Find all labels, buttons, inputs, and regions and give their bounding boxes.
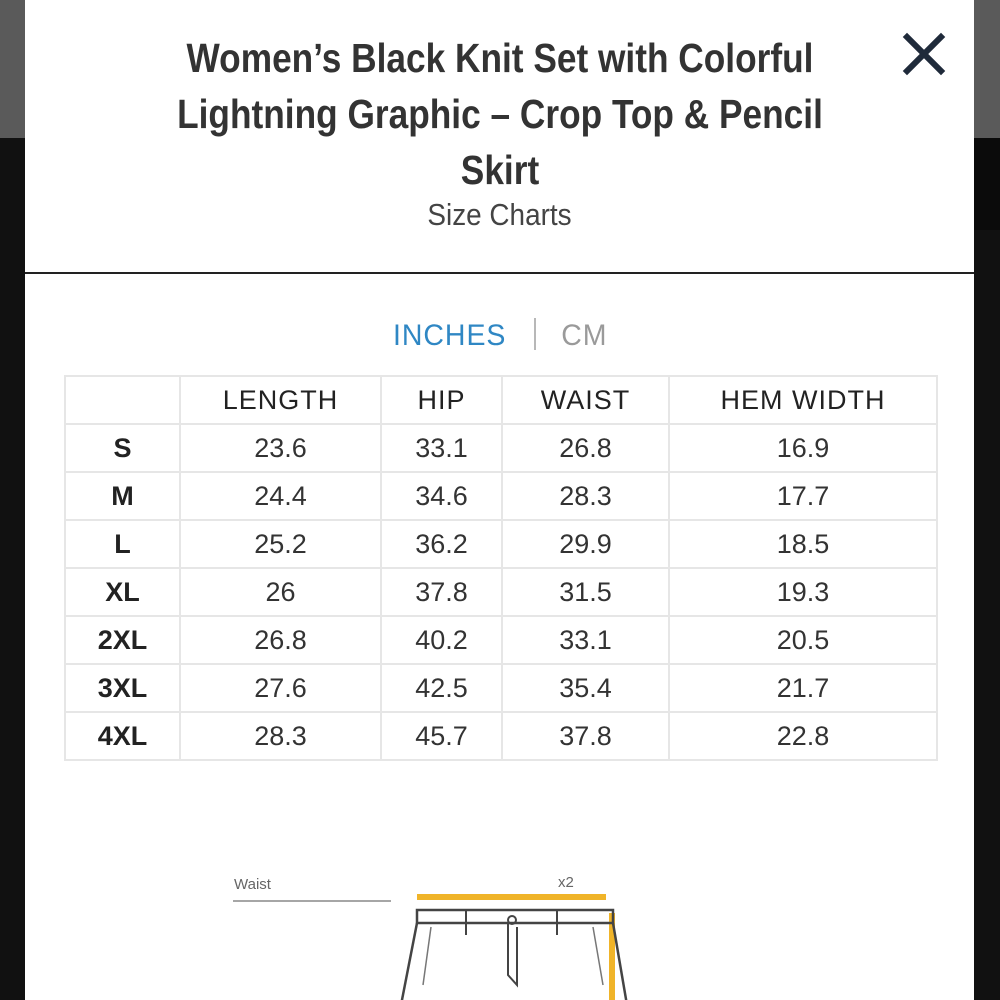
- size-label: S: [65, 424, 180, 472]
- length-value: 24.4: [180, 472, 381, 520]
- skirt-diagram-icon: [225, 865, 645, 1000]
- size-label: M: [65, 472, 180, 520]
- waist-value: 35.4: [502, 664, 669, 712]
- hem-width-value: 20.5: [669, 616, 937, 664]
- length-value: 23.6: [180, 424, 381, 472]
- size-label: XL: [65, 568, 180, 616]
- hip-value: 42.5: [381, 664, 502, 712]
- close-button[interactable]: [898, 28, 950, 80]
- hip-value: 45.7: [381, 712, 502, 760]
- hem-width-value: 18.5: [669, 520, 937, 568]
- modal-subtitle: Size Charts: [427, 197, 572, 232]
- size-label: L: [65, 520, 180, 568]
- unit-toggle: [25, 318, 974, 356]
- length-value: 28.3: [180, 712, 381, 760]
- column-header-hip: HIP: [381, 376, 502, 424]
- waist-value: 37.8: [502, 712, 669, 760]
- waist-value: 26.8: [502, 424, 669, 472]
- hip-value: 33.1: [381, 424, 502, 472]
- close-icon: [898, 28, 950, 80]
- table-row: [65, 568, 937, 616]
- table-row: [65, 712, 937, 760]
- unit-separator: [534, 318, 536, 350]
- size-chart-table: [64, 375, 938, 761]
- length-value: 26.8: [180, 616, 381, 664]
- size-label: 4XL: [65, 712, 180, 760]
- page-backdrop-strip: [970, 138, 1000, 230]
- table-row: [65, 472, 937, 520]
- table-row: [65, 664, 937, 712]
- column-header-size: [65, 376, 180, 424]
- waist-value: 33.1: [502, 616, 669, 664]
- table-row: [65, 520, 937, 568]
- modal-header: [25, 0, 974, 274]
- hip-value: 40.2: [381, 616, 502, 664]
- hem-width-value: 17.7: [669, 472, 937, 520]
- size-label: 2XL: [65, 616, 180, 664]
- hip-value: 37.8: [381, 568, 502, 616]
- diagram-waist-label: Waist: [234, 876, 271, 893]
- size-label: 3XL: [65, 664, 180, 712]
- diagram-multiplier-label: x2: [558, 874, 574, 891]
- hem-width-value: 16.9: [669, 424, 937, 472]
- unit-inches-tab[interactable]: INCHES: [393, 318, 507, 352]
- waist-value: 28.3: [502, 472, 669, 520]
- length-value: 25.2: [180, 520, 381, 568]
- column-header-waist: WAIST: [502, 376, 669, 424]
- table-row: [65, 424, 937, 472]
- length-value: 27.6: [180, 664, 381, 712]
- size-chart-modal: [25, 0, 974, 1000]
- measurement-diagram: [225, 865, 645, 1000]
- hem-width-value: 19.3: [669, 568, 937, 616]
- table-header-row: [65, 376, 937, 424]
- hem-width-value: 21.7: [669, 664, 937, 712]
- product-title: Women’s Black Knit Set with Colorful Lightning Graphic – Crop Top & Pencil Skirt: [177, 35, 823, 193]
- hip-value: 36.2: [381, 520, 502, 568]
- unit-cm-tab[interactable]: CM: [561, 318, 608, 352]
- column-header-hem-width: HEM WIDTH: [669, 376, 937, 424]
- table-row: [65, 616, 937, 664]
- waist-value: 29.9: [502, 520, 669, 568]
- waist-value: 31.5: [502, 568, 669, 616]
- hem-width-value: 22.8: [669, 712, 937, 760]
- column-header-length: LENGTH: [180, 376, 381, 424]
- hip-value: 34.6: [381, 472, 502, 520]
- length-value: 26: [180, 568, 381, 616]
